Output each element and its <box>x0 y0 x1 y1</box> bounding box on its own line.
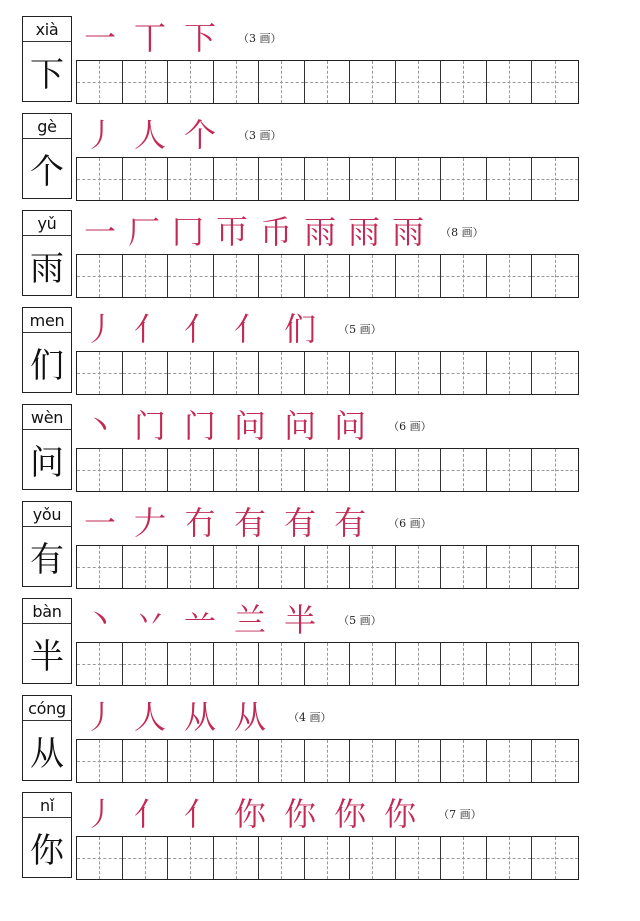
hanzi: 有 <box>30 539 64 580</box>
practice-cell[interactable] <box>305 740 351 782</box>
practice-cell[interactable] <box>350 352 396 394</box>
practice-cell[interactable] <box>350 643 396 685</box>
practice-cell[interactable] <box>441 352 487 394</box>
stroke-order <box>84 307 382 351</box>
stroke-step: 亻 <box>184 795 217 833</box>
stroke-step: 丷 <box>134 601 167 639</box>
practice-cell[interactable] <box>259 255 305 297</box>
practice-cell[interactable] <box>305 546 351 588</box>
stroke-step: 厂 <box>128 213 161 251</box>
stroke-order <box>84 113 282 157</box>
stroke-step: 门 <box>134 407 167 445</box>
practice-cell[interactable] <box>532 61 578 103</box>
hanzi: 个 <box>30 151 64 192</box>
stroke-step: 帀 <box>216 213 249 251</box>
practice-cell[interactable] <box>487 837 533 879</box>
practice-cell[interactable] <box>532 546 578 588</box>
stroke-step: 雨 <box>348 213 381 251</box>
practice-grid[interactable] <box>76 642 579 686</box>
practice-cell[interactable] <box>396 740 442 782</box>
stroke-step: 亻 <box>134 795 167 833</box>
practice-cell[interactable] <box>259 158 305 200</box>
practice-cell[interactable] <box>487 158 533 200</box>
pinyin: yǒu <box>23 502 71 527</box>
practice-cell[interactable] <box>259 546 305 588</box>
practice-cell[interactable] <box>77 158 123 200</box>
practice-cell[interactable] <box>532 449 578 491</box>
practice-cell[interactable] <box>350 740 396 782</box>
practice-cell[interactable] <box>214 255 260 297</box>
practice-cell[interactable] <box>168 449 214 491</box>
practice-cell[interactable] <box>350 546 396 588</box>
character-box <box>22 307 72 393</box>
practice-cell[interactable] <box>305 449 351 491</box>
pinyin: gè <box>23 114 71 139</box>
stroke-step: 亻 <box>134 310 167 348</box>
practice-cell[interactable] <box>396 158 442 200</box>
stroke-step: 雨 <box>392 213 425 251</box>
practice-cell[interactable] <box>214 740 260 782</box>
stroke-step: 从 <box>234 698 267 736</box>
stroke-step: 币 <box>260 213 293 251</box>
stroke-step: 门 <box>184 407 217 445</box>
pinyin: bàn <box>23 599 71 624</box>
practice-cell[interactable] <box>259 837 305 879</box>
practice-grid[interactable] <box>76 157 579 201</box>
stroke-order <box>84 16 282 60</box>
stroke-step: 你 <box>284 795 317 833</box>
practice-cell[interactable] <box>396 352 442 394</box>
practice-cell[interactable] <box>168 837 214 879</box>
practice-cell[interactable] <box>487 61 533 103</box>
stroke-count: （6 画） <box>388 420 432 433</box>
pinyin: nǐ <box>23 793 71 818</box>
practice-cell[interactable] <box>487 740 533 782</box>
practice-cell[interactable] <box>77 546 123 588</box>
practice-cell[interactable] <box>77 255 123 297</box>
practice-cell[interactable] <box>259 61 305 103</box>
practice-cell[interactable] <box>168 546 214 588</box>
stroke-step: 一 <box>84 504 117 542</box>
character-box <box>22 113 72 199</box>
practice-cell[interactable] <box>123 546 169 588</box>
character-box <box>22 210 72 296</box>
practice-cell[interactable] <box>214 61 260 103</box>
practice-cell[interactable] <box>77 643 123 685</box>
stroke-count: （7 画） <box>438 808 482 821</box>
stroke-step: 丿 <box>84 310 117 348</box>
stroke-step: 下 <box>184 19 217 57</box>
character-row <box>0 404 640 500</box>
stroke-step: 有 <box>284 504 317 542</box>
practice-cell[interactable] <box>532 643 578 685</box>
practice-cell[interactable] <box>77 449 123 491</box>
stroke-step: 丶 <box>84 407 117 445</box>
stroke-step: 一 <box>84 213 117 251</box>
stroke-step: 雨 <box>304 213 337 251</box>
practice-cell[interactable] <box>350 255 396 297</box>
stroke-step: 你 <box>334 795 367 833</box>
stroke-step: 冇 <box>184 504 217 542</box>
stroke-step: 你 <box>384 795 417 833</box>
practice-cell[interactable] <box>441 449 487 491</box>
character-row <box>0 598 640 694</box>
stroke-step: 丿 <box>84 698 117 736</box>
pinyin: wèn <box>23 405 71 430</box>
practice-grid[interactable] <box>76 739 579 783</box>
character-row <box>0 210 640 306</box>
practice-cell[interactable] <box>532 837 578 879</box>
practice-cell[interactable] <box>487 255 533 297</box>
practice-cell[interactable] <box>305 643 351 685</box>
hanzi: 从 <box>30 733 64 774</box>
practice-cell[interactable] <box>305 158 351 200</box>
practice-cell[interactable] <box>350 449 396 491</box>
practice-cell[interactable] <box>77 740 123 782</box>
stroke-step: 问 <box>284 407 317 445</box>
character-row <box>0 307 640 403</box>
pinyin: xià <box>23 17 71 42</box>
practice-cell[interactable] <box>168 740 214 782</box>
hanzi: 半 <box>30 636 64 677</box>
stroke-step: 丅 <box>134 19 167 57</box>
character-row <box>0 501 640 597</box>
stroke-step: 亻 <box>184 310 217 348</box>
practice-cell[interactable] <box>259 740 305 782</box>
practice-cell[interactable] <box>396 61 442 103</box>
practice-cell[interactable] <box>305 61 351 103</box>
practice-cell[interactable] <box>441 255 487 297</box>
practice-cell[interactable] <box>396 837 442 879</box>
character-box <box>22 792 72 878</box>
practice-cell[interactable] <box>168 352 214 394</box>
character-row <box>0 792 640 888</box>
stroke-step: 丿 <box>84 116 117 154</box>
stroke-count: （6 画） <box>388 517 432 530</box>
practice-cell[interactable] <box>532 352 578 394</box>
practice-cell[interactable] <box>441 546 487 588</box>
stroke-order <box>84 210 484 254</box>
stroke-order <box>84 792 482 836</box>
stroke-count: （5 画） <box>338 323 382 336</box>
hanzi: 们 <box>30 345 64 386</box>
practice-grid[interactable] <box>76 836 579 880</box>
practice-cell[interactable] <box>214 643 260 685</box>
practice-cell[interactable] <box>305 255 351 297</box>
practice-cell[interactable] <box>487 643 533 685</box>
practice-grid[interactable] <box>76 351 579 395</box>
hanzi: 雨 <box>30 248 64 289</box>
practice-cell[interactable] <box>214 546 260 588</box>
stroke-order <box>84 598 382 642</box>
practice-cell[interactable] <box>532 255 578 297</box>
pinyin: men <box>23 308 71 333</box>
character-box <box>22 16 72 102</box>
practice-cell[interactable] <box>350 158 396 200</box>
hanzi: 下 <box>30 54 64 95</box>
practice-grid[interactable] <box>76 545 579 589</box>
practice-cell[interactable] <box>396 449 442 491</box>
hanzi: 你 <box>30 830 64 871</box>
practice-cell[interactable] <box>305 837 351 879</box>
stroke-step: 你 <box>234 795 267 833</box>
hanzi: 问 <box>30 442 64 483</box>
practice-cell[interactable] <box>214 449 260 491</box>
practice-cell[interactable] <box>441 158 487 200</box>
practice-grid[interactable] <box>76 60 579 104</box>
practice-grid[interactable] <box>76 448 579 492</box>
practice-cell[interactable] <box>123 837 169 879</box>
stroke-count: （8 画） <box>440 226 484 239</box>
stroke-step: 丿 <box>84 795 117 833</box>
practice-cell[interactable] <box>396 255 442 297</box>
stroke-order <box>84 501 432 545</box>
practice-cell[interactable] <box>123 449 169 491</box>
stroke-step: 兰 <box>234 601 267 639</box>
stroke-step: 人 <box>134 698 167 736</box>
practice-cell[interactable] <box>168 643 214 685</box>
stroke-step: 有 <box>334 504 367 542</box>
practice-cell[interactable] <box>259 643 305 685</box>
practice-cell[interactable] <box>123 158 169 200</box>
stroke-count: （3 画） <box>238 32 282 45</box>
practice-cell[interactable] <box>168 255 214 297</box>
stroke-step: 冂 <box>172 213 205 251</box>
practice-cell[interactable] <box>487 352 533 394</box>
practice-cell[interactable] <box>214 352 260 394</box>
practice-cell[interactable] <box>123 352 169 394</box>
practice-cell[interactable] <box>487 546 533 588</box>
stroke-count: （5 画） <box>338 614 382 627</box>
practice-cell[interactable] <box>214 837 260 879</box>
stroke-step: 从 <box>184 698 217 736</box>
practice-cell[interactable] <box>123 643 169 685</box>
stroke-order <box>84 695 332 739</box>
stroke-step: 人 <box>134 116 167 154</box>
stroke-step: 丶 <box>84 601 117 639</box>
character-box <box>22 695 72 781</box>
practice-cell[interactable] <box>396 643 442 685</box>
character-row <box>0 16 640 112</box>
pinyin: yǔ <box>23 211 71 236</box>
character-row <box>0 113 640 209</box>
practice-cell[interactable] <box>168 158 214 200</box>
character-row <box>0 695 640 791</box>
practice-grid[interactable] <box>76 254 579 298</box>
stroke-step: 半 <box>284 601 317 639</box>
practice-cell[interactable] <box>77 837 123 879</box>
character-box <box>22 598 72 684</box>
stroke-step: 䒑 <box>184 601 217 639</box>
stroke-step: 问 <box>234 407 267 445</box>
stroke-order <box>84 404 432 448</box>
practice-cell[interactable] <box>214 158 260 200</box>
character-box <box>22 404 72 490</box>
pinyin: cóng <box>23 696 71 721</box>
practice-cell[interactable] <box>259 352 305 394</box>
practice-cell[interactable] <box>532 158 578 200</box>
practice-cell[interactable] <box>305 352 351 394</box>
practice-cell[interactable] <box>441 740 487 782</box>
practice-cell[interactable] <box>487 449 533 491</box>
stroke-step: 𠂇 <box>134 504 167 542</box>
practice-cell[interactable] <box>123 61 169 103</box>
practice-cell[interactable] <box>350 61 396 103</box>
stroke-step: 个 <box>184 116 217 154</box>
stroke-step: 一 <box>84 19 117 57</box>
character-box <box>22 501 72 587</box>
practice-cell[interactable] <box>441 643 487 685</box>
stroke-step: 有 <box>234 504 267 542</box>
practice-cell[interactable] <box>123 255 169 297</box>
stroke-count: （4 画） <box>288 711 332 724</box>
stroke-step: 们 <box>284 310 317 348</box>
stroke-step: 问 <box>334 407 367 445</box>
stroke-count: （3 画） <box>238 129 282 142</box>
practice-cell[interactable] <box>77 352 123 394</box>
practice-cell[interactable] <box>350 837 396 879</box>
practice-cell[interactable] <box>441 61 487 103</box>
practice-cell[interactable] <box>532 740 578 782</box>
practice-cell[interactable] <box>77 61 123 103</box>
practice-cell[interactable] <box>441 837 487 879</box>
practice-cell[interactable] <box>259 449 305 491</box>
practice-cell[interactable] <box>168 61 214 103</box>
stroke-step: 亻 <box>234 310 267 348</box>
practice-cell[interactable] <box>396 546 442 588</box>
practice-cell[interactable] <box>123 740 169 782</box>
